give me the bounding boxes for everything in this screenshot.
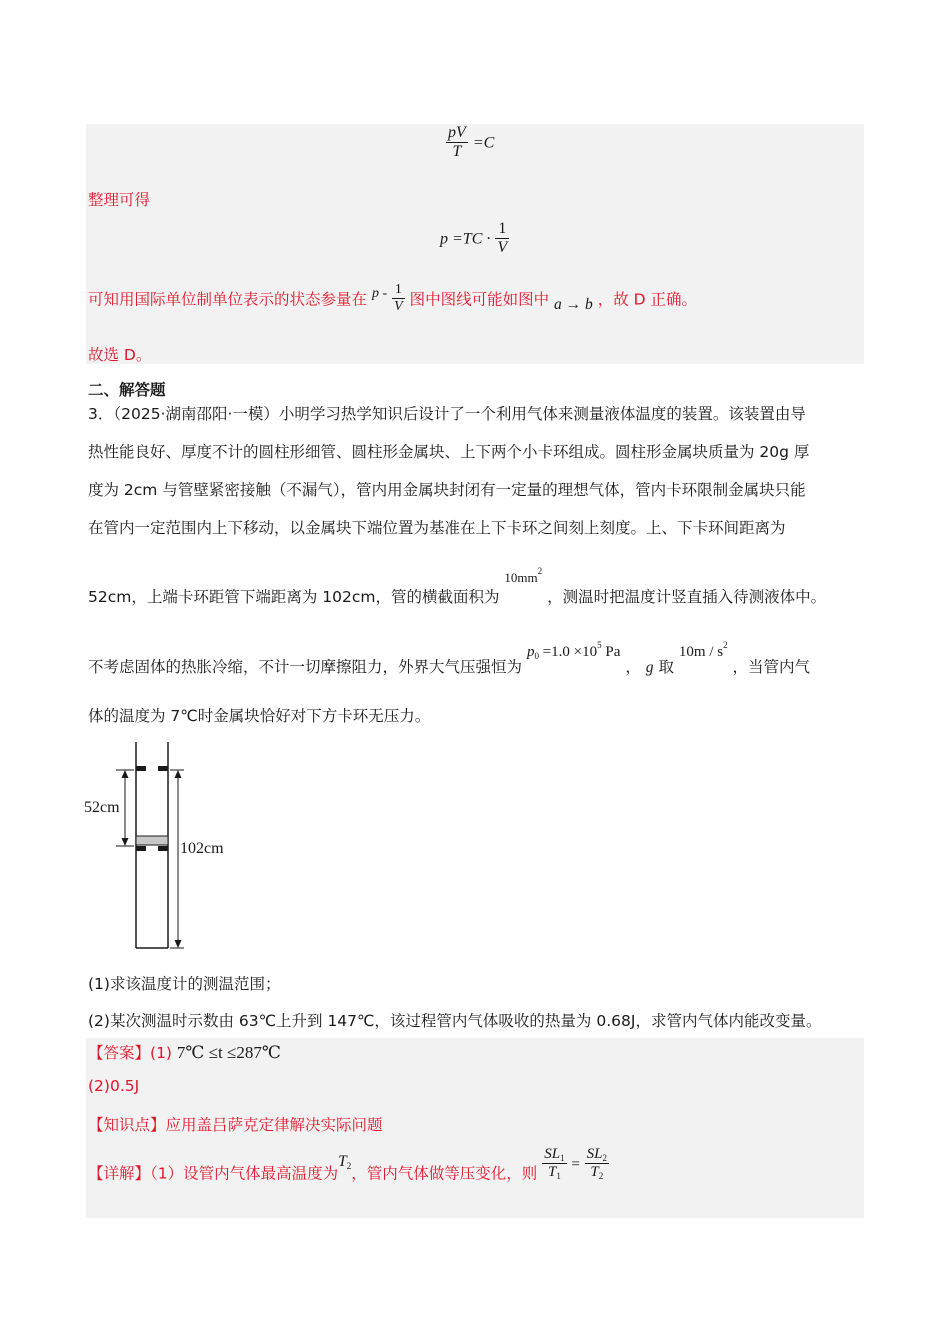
question-line-7: 体的温度为 7℃时金属块恰好对下方卡环无压力。 [88,707,431,725]
equation-p-tc-over-v: p =TC · $\frac{1}{V}$ [440,220,508,257]
detail-line: 【详解】（1）设管内气体最高温度为$T_2$，管内气体做等压变化，则 $\frac{SL_1}{T_1}$ = $\frac{SL_2}{T_2}$ [88,1146,607,1183]
g-expression: $10m / s^2$ [678,640,728,660]
upper-ring-right [158,766,168,771]
solution-text-choice: 故选 D。 [88,346,152,364]
question-line-3: 度为 2cm 与管壁紧密接触（不漏气），管内用金属块封闭有一定量的理想气体，管内卡环限制金属块只能 [88,481,806,499]
detail-tag: 【详解】 [88,1164,151,1183]
knowledge-point-line: 【知识点】应用盖吕萨克定律解决实际问题 [88,1116,383,1134]
sub-question-1: (1)求该温度计的测温范围； [88,975,281,993]
dim-52-arrow-up [122,770,129,778]
solution-text-rearrange: 整理可得 [88,191,151,209]
answer-tag: 【答案】 [88,1044,151,1062]
lower-ring-left [136,846,146,851]
label-52cm: 52cm [84,799,120,816]
lower-ring-right [158,846,168,851]
dim-102-arrow-down [175,940,182,948]
p0-expression: $p_0 =1.0 \times 10^5$ Pa [526,640,621,661]
equation-ideal-gas: $\frac{pV}{T}$ =C [448,124,495,161]
answer-line-1: 【答案】(1) 7℃ ≤t ≤287℃ [88,1043,281,1062]
metal-block [136,836,168,845]
upper-ring-left [136,766,146,771]
gay-lussac-equation: $\frac{SL_1}{T_1}$ = $\frac{SL_2}{T_2}$ [544,1146,607,1182]
sub-question-2: (2)某次测温时示数由 63℃上升到 147℃，该过程管内气体吸收的热量为 0.68J，求管内气体内能改变量。 [88,1012,822,1030]
answer-line-2: (2)0.5J [88,1077,140,1095]
solution-text-conclusion: 可知用国际单位制单位表示的状态参量在 p - $\frac{1}{V}$ 图中图线可能如图中 a → b ，故 D 正确。 [88,282,697,315]
area-value: 10mm2 [504,566,543,585]
label-102cm: 102cm [180,840,224,857]
section-heading: 二、解答题 [88,381,166,399]
question-line-6: 不考虑固体的热胀冷缩，不计一切摩擦阻力，外界大气压强恒为 $p_0 =1.0 \times 10^5$ Pa ， g 取 $10m / s^2$ ，当管内气 [88,640,811,676]
question-line-5: 52cm，上端卡环距管下端距离为 102cm，管的横截面积为 $^{10mm^2}$ ，测温时把温度计竖直插入待测液体中。 [88,566,827,606]
question-line-1: 3．（2025·湖南邵阳·一模）小明学习热学知识后设计了一个利用气体来测量液体温度的装置。该装置由导 [88,405,806,423]
knowledge-point-tag: 【知识点】 [88,1116,166,1134]
dim-52-arrow-down [122,838,129,846]
question-line-2: 热性能良好、厚度不计的圆柱形细管、圆柱形金属块、上下两个小卡环组成。圆柱形金属块质量为 20g 厚 [88,443,810,461]
question-line-4: 在管内一定范围内上下移动，以金属块下端位置为基准在上下卡环之间刻上刻度。上、下卡环间距离为 [88,519,786,537]
T2-symbol: $T_2$ [338,1153,352,1172]
answer-range-expression: 7℃ ≤t ≤287℃ [176,1043,281,1062]
tube-diagram [84,738,324,958]
dim-102-arrow-up [175,770,182,778]
